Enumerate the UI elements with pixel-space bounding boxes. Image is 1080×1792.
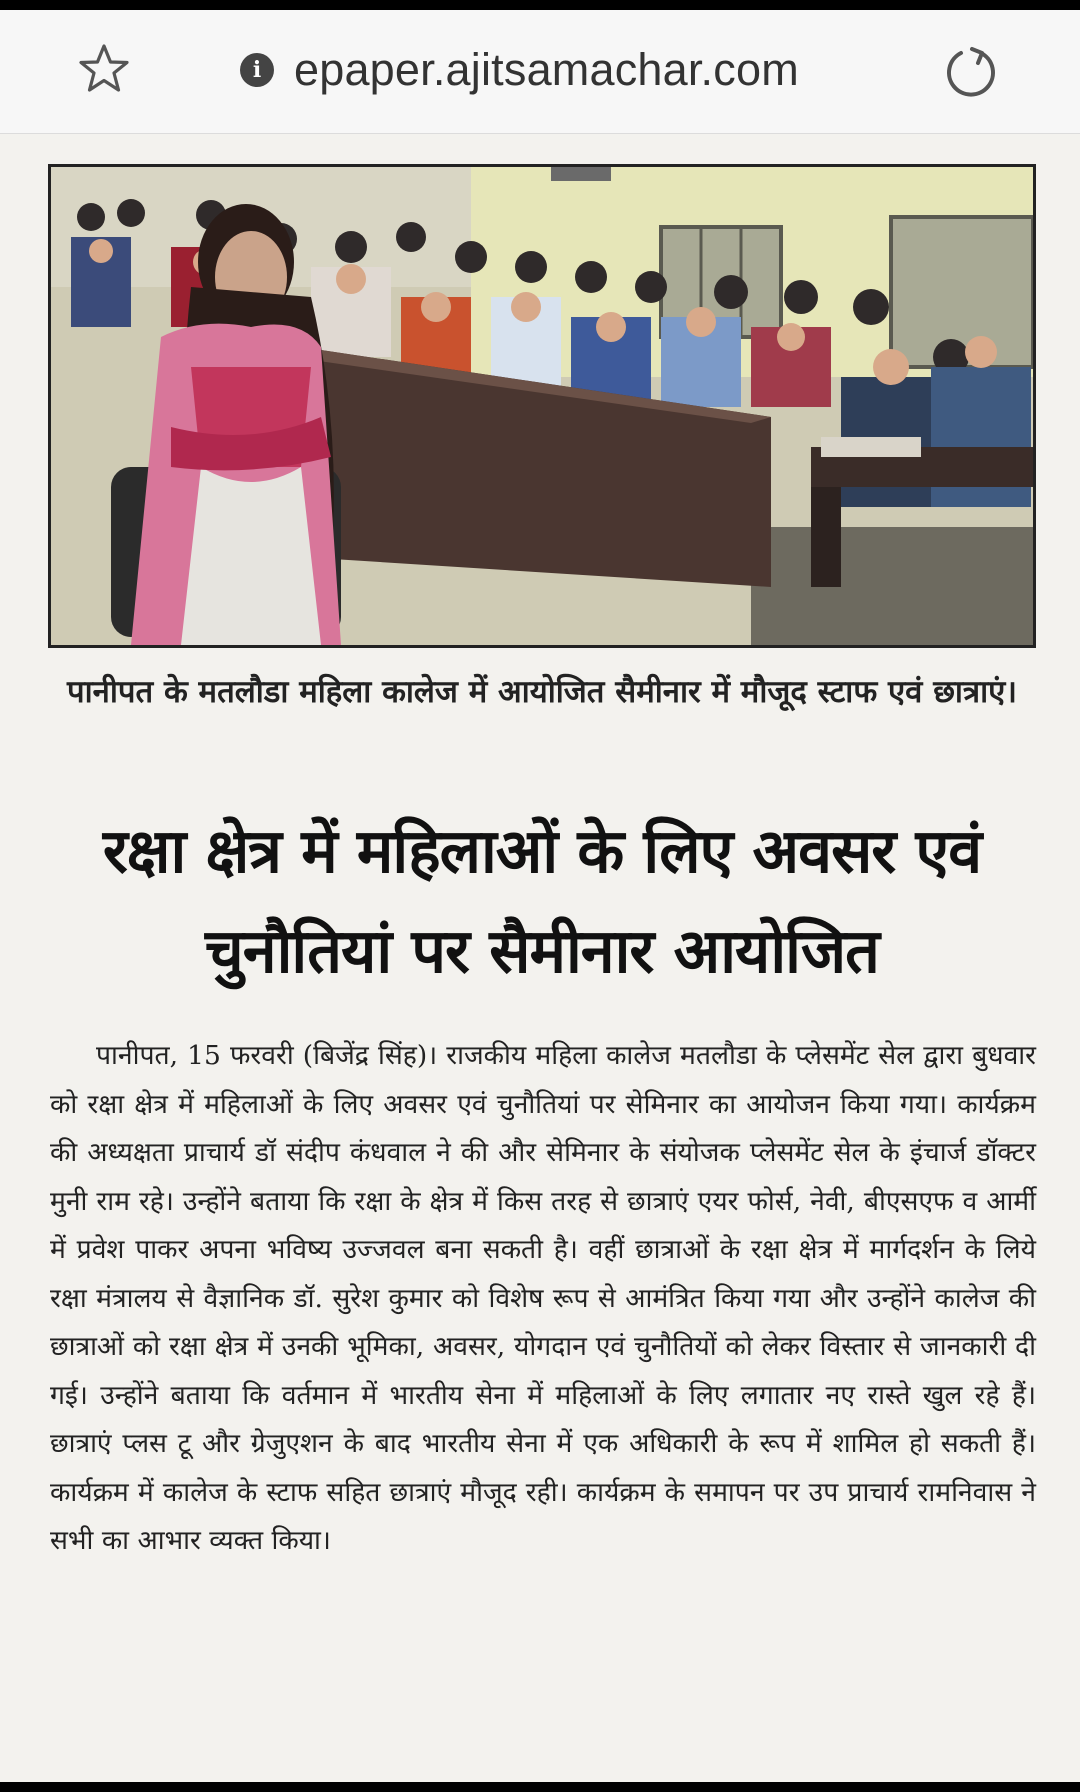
classroom-photo: [48, 164, 1036, 648]
reload-icon: [941, 41, 1001, 101]
screen-bottom-edge: [0, 1782, 1080, 1792]
photo-caption: पानीपत के मतलौडा महिला कालेज में आयोजित सैमीनार में मौजूद स्टाफ एवं छात्राएं।: [67, 674, 1017, 710]
bookmark-button[interactable]: [72, 38, 136, 102]
info-icon[interactable]: i: [240, 53, 274, 87]
url-text: epaper.ajitsamachar.com: [294, 44, 799, 95]
epaper-page: [0, 134, 1080, 1782]
photo-illustration: [51, 167, 1033, 645]
browser-toolbar: [0, 10, 1080, 134]
star-icon: [74, 40, 134, 100]
address-bar[interactable]: [240, 40, 799, 100]
reload-button[interactable]: [938, 38, 1004, 104]
article-headline: रक्षा क्षेत्र में महिलाओं के लिए अवसर एवं चुनौतियां पर सैमीनार आयोजित: [102, 816, 982, 987]
article-body: पानीपत, 15 फरवरी (बिजेंद्र सिंह)। राजकीय महिला कालेज मतलौडा के प्लेसमेंट सेल द्वारा बुधवार को रक्षा क्षेत्र में महिलाओं के लिए अवसर एवं चुनौतियां पर सेमिनार का आयोजन किया गया। कार्यक्रम की अध्यक्षता प्राचार्य डॉ संदीप कंधवाल ने की और सेमिनार के संयोजक प्लेसमेंट सेल के इंचार्ज डॉक्टर मुनी राम रहे। उन्होंने बताया कि रक्षा के क्षेत्र में किस तरह से छात्राएं एयर फोर्स, नेवी, बीएसएफ व आर्मी में प्रवेश पाकर अपना भविष्य उज्जवल बना सकती है। वहीं छात्राओं के रक्षा क्षेत्र में मार्गदर्शन के लिये रक्षा मंत्रालय से वैज्ञानिक डॉ. सुरेश कुमार को विशेष रूप से आमंत्रित किया गया और उन्होंने कालेज की छात्राओं को रक्षा क्षेत्र में उनकी भूमिका, अवसर, योगदान एवं चुनौतियों को लेकर विस्तार से जानकारी दी गई। उन्होंने बताया कि वर्तमान में भारतीय सेना में महिलाओं के लिए लगातार नए रास्ते खुल रहे हैं। छात्राएं प्लस टू और ग्रेजुएशन के बाद भारतीय सेना में एक अधिकारी के रूप में शामिल हो सकती हैं। कार्यक्रम में कालेज के स्टाफ सहित छात्राएं मौजूद रही। कार्यक्रम के समापन पर उप प्राचार्य रामनिवास ने सभी का आभार व्यक्त किया।: [50, 1040, 1036, 1556]
